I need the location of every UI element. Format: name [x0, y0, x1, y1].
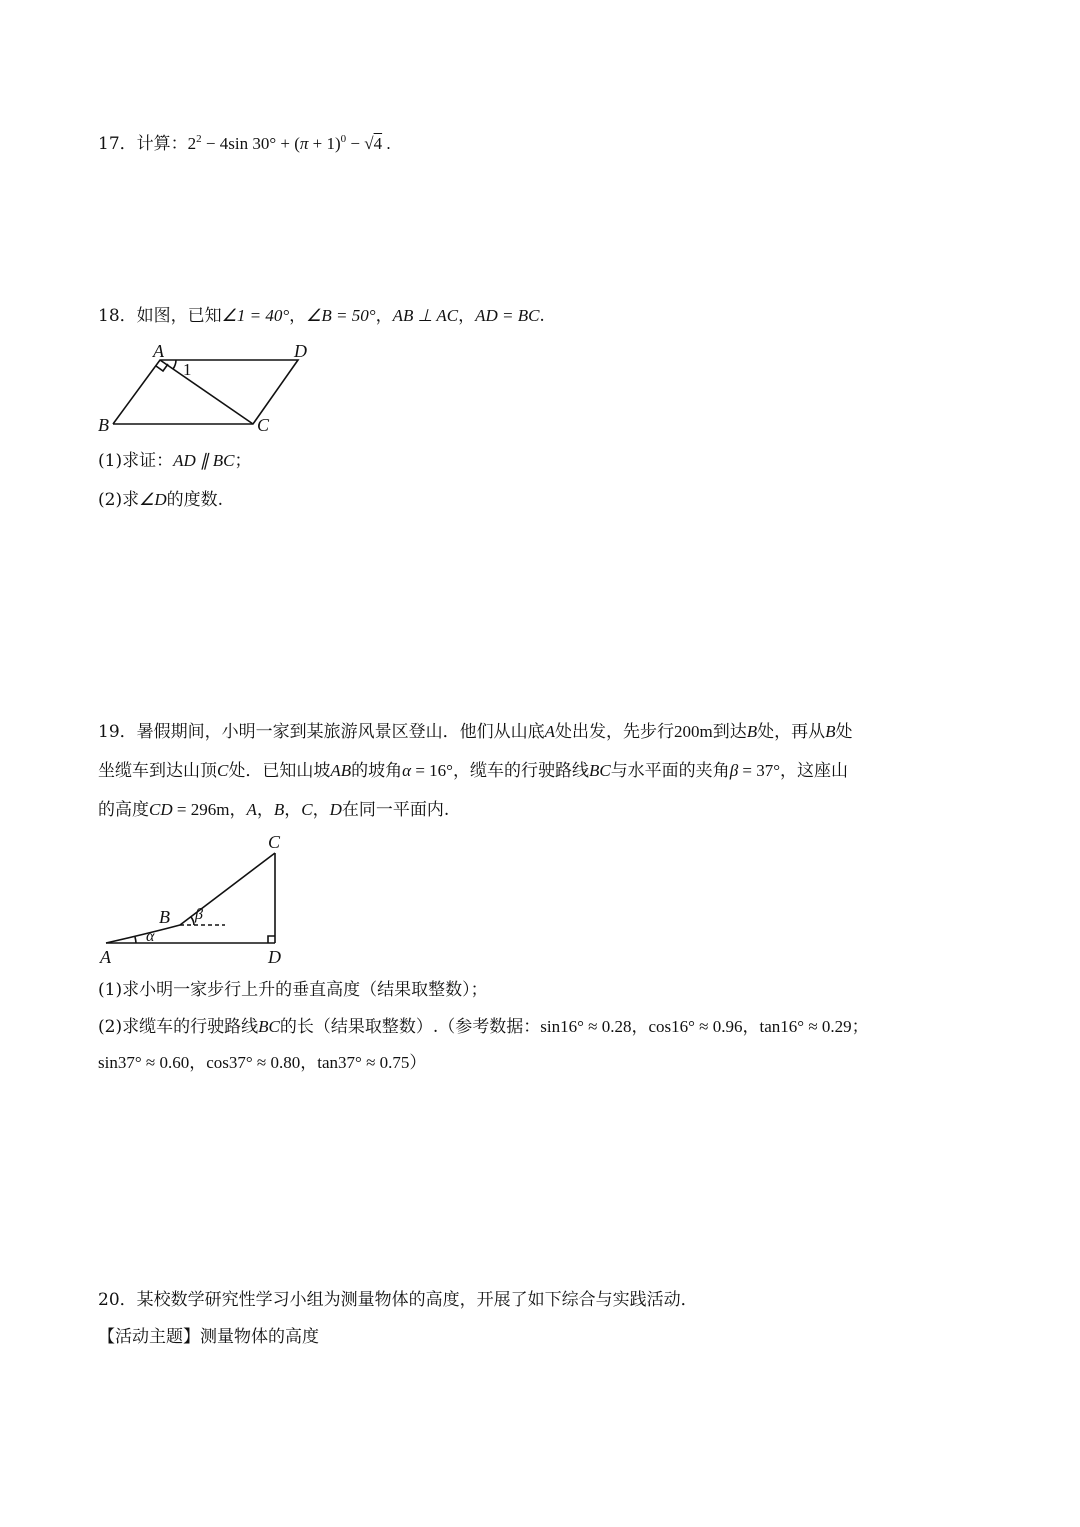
- right-angle-mark-D: [268, 936, 275, 943]
- q19-line1: 19．暑假期间，小明一家到某旅游风景区登山．他们从山底A处出发，先步行200m到达B处，再从B处: [98, 722, 853, 742]
- label-A: A: [153, 341, 164, 361]
- label-D: D: [268, 947, 281, 967]
- q17-number: 17．: [98, 134, 137, 154]
- label-alpha: α: [146, 928, 155, 945]
- label-A: A: [100, 947, 111, 967]
- q19-line3: 的高度CD = 296m，A，B，C，D在同一平面内.: [98, 800, 450, 820]
- q19-part1: (1)求小明一家步行上升的垂直高度（结果取整数）；: [98, 980, 488, 1000]
- q18-stem: 18．如图，已知∠1 = 40°，∠B = 50°，AB ⊥ AC，AD = BC.: [98, 306, 545, 326]
- q18-part2: (2)求∠D的度数.: [98, 490, 224, 510]
- q17-line: 17．计算：$2^2 - 4\sin$ $30^\circ + (\pi + 1)^0 - √4$ .: [98, 133, 391, 154]
- slope-AB: [106, 925, 180, 943]
- q20-activity-theme: 【活动主题】测量物体的高度: [98, 1327, 319, 1347]
- label-beta: β: [195, 906, 203, 923]
- q19-number: 19．: [98, 722, 137, 742]
- q18-part1: (1)求证：AD ∥ BC；: [98, 451, 252, 471]
- q18-number: 18．: [98, 306, 137, 326]
- label-D: D: [294, 341, 307, 361]
- label-C: C: [257, 415, 270, 435]
- q19-part3: sin37° ≈ 0.60，cos37° ≈ 0.80，tan37° ≈ 0.75）: [98, 1053, 427, 1073]
- q20-line1: 20．某校数学研究性学习小组为测量物体的高度，开展了如下综合与实践活动．: [98, 1290, 698, 1310]
- q19-line2: 坐缆车到达山顶C处．已知山坡AB的坡角α = 16°，缆车的行驶路线BC与水平面的夹角β = 37°，这座山: [98, 761, 849, 781]
- label-angle-1: 1: [183, 360, 192, 379]
- label-B: B: [159, 907, 170, 927]
- alpha-arc: [135, 937, 136, 943]
- label-C: C: [268, 832, 281, 852]
- beta-arc: [191, 917, 194, 925]
- label-B: B: [98, 415, 109, 435]
- q19-part2: (2)求缆车的行驶路线BC的长（结果取整数）.（参考数据：sin16° ≈ 0.28，cos16° ≈ 0.96，tan16° ≈ 0.29；: [98, 1017, 869, 1037]
- q17-lead: 计算：: [136, 134, 188, 154]
